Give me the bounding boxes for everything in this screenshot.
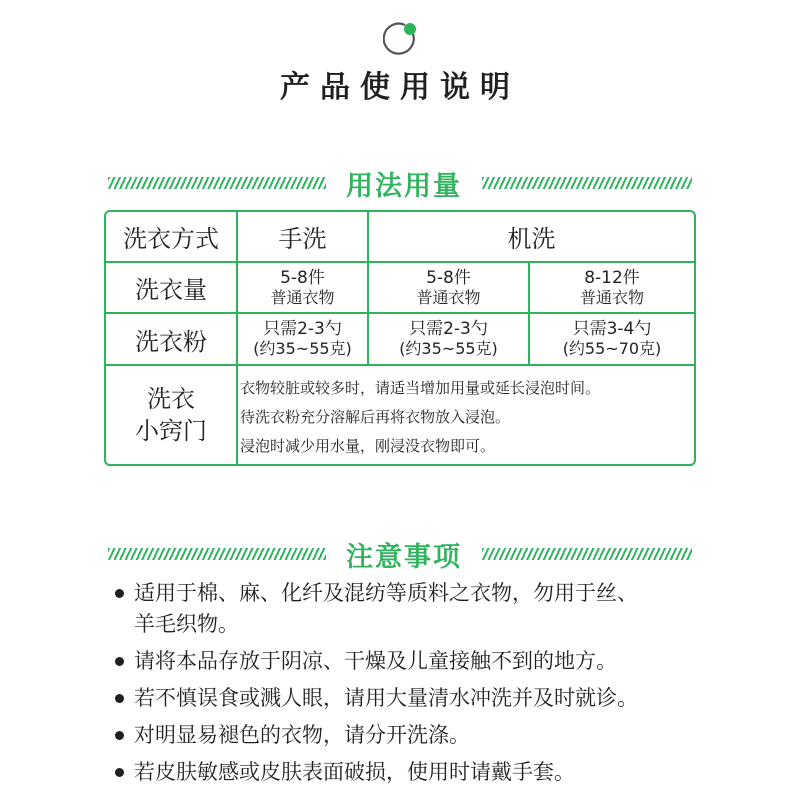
powder-machine2-grams: (约55~70克) <box>562 339 662 358</box>
amount-hand-desc: 普通衣物 <box>270 287 335 307</box>
amount-machine1-count: 5-8件 <box>426 267 471 288</box>
bullet-icon <box>112 646 134 677</box>
powder-hand-grams: (约35~55克) <box>253 339 352 358</box>
powder-label-cell <box>106 314 236 364</box>
tips-label-line1: 洗衣 <box>147 385 195 413</box>
amount-machine1-desc: 普通衣物 <box>416 287 481 307</box>
bullet-icon <box>112 720 134 751</box>
header-hand-wash: 手洗 <box>278 225 327 253</box>
list-item <box>112 757 712 788</box>
amount-machine2-count: 8-12件 <box>584 267 640 288</box>
list-item <box>112 578 712 640</box>
header-method: 洗衣方式 <box>123 225 219 253</box>
tips-label-cell <box>106 366 236 464</box>
tip-line: 浸泡时减少用水量，刚浸没衣物即可。 <box>240 437 496 455</box>
list-item <box>112 720 712 751</box>
hatch-decoration <box>108 177 326 189</box>
note-text: 对明显易褪色的衣物，请分开洗涤。 <box>134 723 470 747</box>
notes-section-title: 注意事项 <box>346 541 462 573</box>
note-text: 若不慎误食或溅人眼，请用大量清水冲洗并及时就诊。 <box>134 686 638 710</box>
brand-circle-icon <box>383 20 419 56</box>
header-method-cell <box>106 212 236 261</box>
amount-label-cell <box>106 263 236 312</box>
amount-hand-cell <box>238 263 367 312</box>
powder-machine1-dose: 只需2-3勺 <box>409 319 488 339</box>
amount-label: 洗衣量 <box>135 276 207 304</box>
tips-label-line2: 小窍门 <box>135 417 207 445</box>
note-text: 适用于棉、麻、化纤及混纺等质料之衣物，勿用于丝、 羊毛织物。 <box>134 581 638 636</box>
hatch-decoration <box>482 548 692 560</box>
list-item <box>112 683 712 714</box>
usage-section-header <box>108 163 692 203</box>
header-machine-wash: 机洗 <box>507 225 556 253</box>
powder-machine1-cell <box>369 314 528 364</box>
header-hand-cell <box>238 212 367 261</box>
amount-hand-count: 5-8件 <box>280 267 325 288</box>
amount-machine1-cell <box>369 263 528 312</box>
usage-table <box>104 210 696 466</box>
usage-section-title: 用法用量 <box>346 170 462 202</box>
bullet-icon <box>112 578 134 640</box>
bullet-icon <box>112 757 134 788</box>
notes-list <box>112 578 712 794</box>
hatch-decoration <box>108 548 326 560</box>
tip-line: 衣物较脏或较多时，请适当增加用量或延长浸泡时间。 <box>240 379 601 397</box>
amount-machine2-cell <box>530 263 694 312</box>
note-text: 请将本品存放于阴凉、干燥及儿童接触不到的地方。 <box>134 649 617 673</box>
powder-label: 洗衣粉 <box>135 327 207 356</box>
powder-machine2-cell <box>530 314 694 364</box>
note-text: 若皮肤敏感或皮肤表面破损，使用时请戴手套。 <box>134 760 575 784</box>
tip-line: 待洗衣粉充分溶解后再将衣物放入浸泡。 <box>240 408 511 426</box>
hatch-decoration <box>482 177 692 189</box>
powder-machine1-grams: (约35~55克) <box>399 339 498 358</box>
notes-section-header <box>108 534 692 574</box>
powder-hand-dose: 只需2-3勺 <box>263 319 342 339</box>
list-item <box>112 646 712 677</box>
header-machine-cell <box>369 212 694 261</box>
amount-machine2-desc: 普通衣物 <box>579 287 644 307</box>
powder-hand-cell <box>238 314 367 364</box>
bullet-icon <box>112 683 134 714</box>
page-title: 产品使用说明 <box>280 70 520 105</box>
tips-list <box>240 374 690 461</box>
powder-machine2-dose: 只需3-4勺 <box>572 319 652 339</box>
